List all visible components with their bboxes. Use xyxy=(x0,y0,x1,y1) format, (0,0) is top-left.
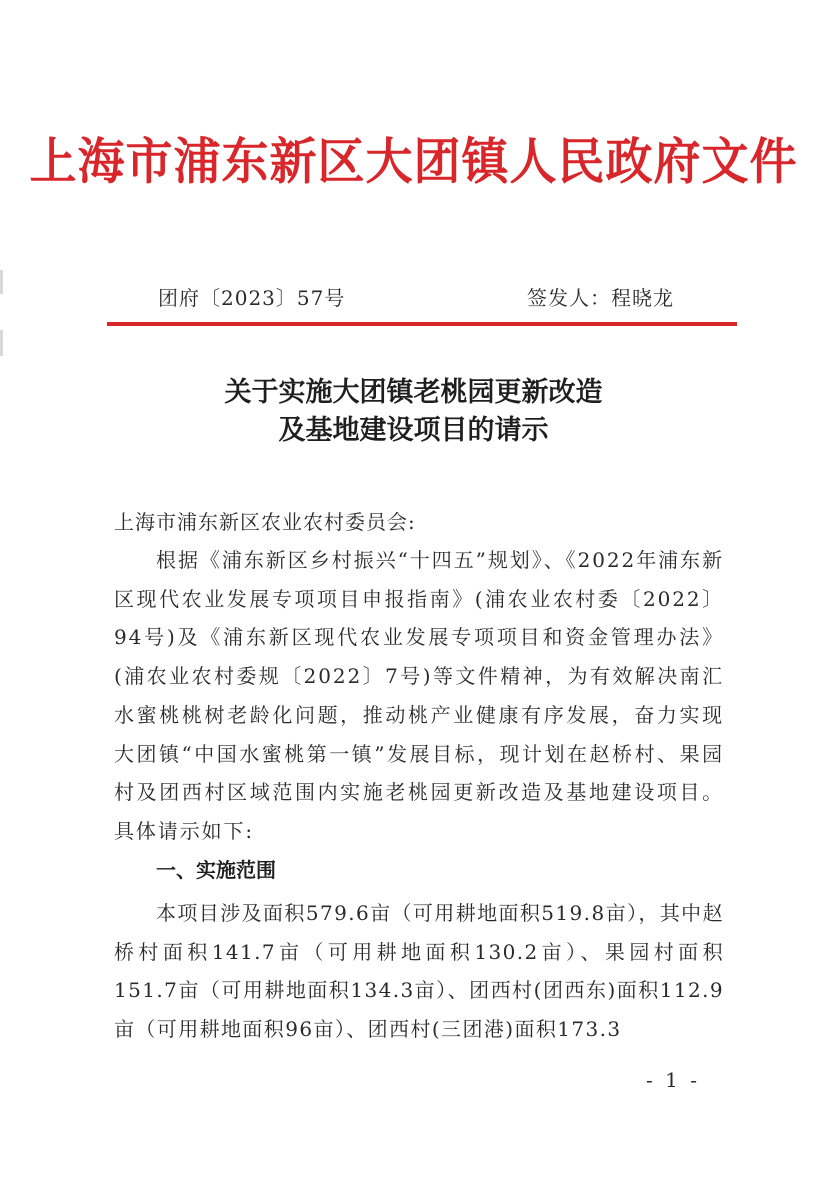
body-paragraph-1: 根据《浦东新区乡村振兴“十四五”规划》、《2022年浦东新区现代农业发展专项项目申报指南》(浦农业农村委〔2022〕94号)及《浦东新区现代农业发展专项项目和资金管理办法》(浦农业农村委规〔2022〕7号)等文件精神，为有效解决南汇水蜜桃桃树老龄化问题，推动桃产业健康有序发展，奋力实现大团镇“中国水蜜桃第一镇”发展目标，现计划在赵桥村、果园村及团西村区域范围内实施老桃园更新改造及基地建设项目。具体请示如下: xyxy=(114,548,724,843)
document-number: 团府〔2023〕57号 xyxy=(158,286,346,310)
document-masthead: 上海市浦东新区大团镇人民政府文件 xyxy=(29,133,798,192)
document-signer: 签发人：程晓龙 xyxy=(527,286,674,310)
scan-edge-mark xyxy=(0,330,3,356)
body-paragraph-2: 本项目涉及面积579.6亩（可用耕地面积519.8亩），其中赵桥村面积141.7亩（可用耕地面积130.2亩）、果园村面积151.7亩（可用耕地面积134.3亩）、团西村(团西东)面积112.9亩（可用耕地面积96亩）、团西村(三团港)面积173.3 xyxy=(114,901,724,1042)
title-line-1: 关于实施大团镇老桃园更新改造 xyxy=(224,377,603,408)
page-number: - 1 - xyxy=(646,1068,700,1092)
document-title xyxy=(0,374,827,450)
addressee: 上海市浦东新区农业农村委员会: xyxy=(114,510,416,534)
title-line-2: 及基地建设项目的请示 xyxy=(278,415,549,446)
scan-edge-mark xyxy=(0,270,3,294)
red-divider-line xyxy=(107,322,737,326)
section-heading-scope: 一、实施范围 xyxy=(156,858,276,882)
